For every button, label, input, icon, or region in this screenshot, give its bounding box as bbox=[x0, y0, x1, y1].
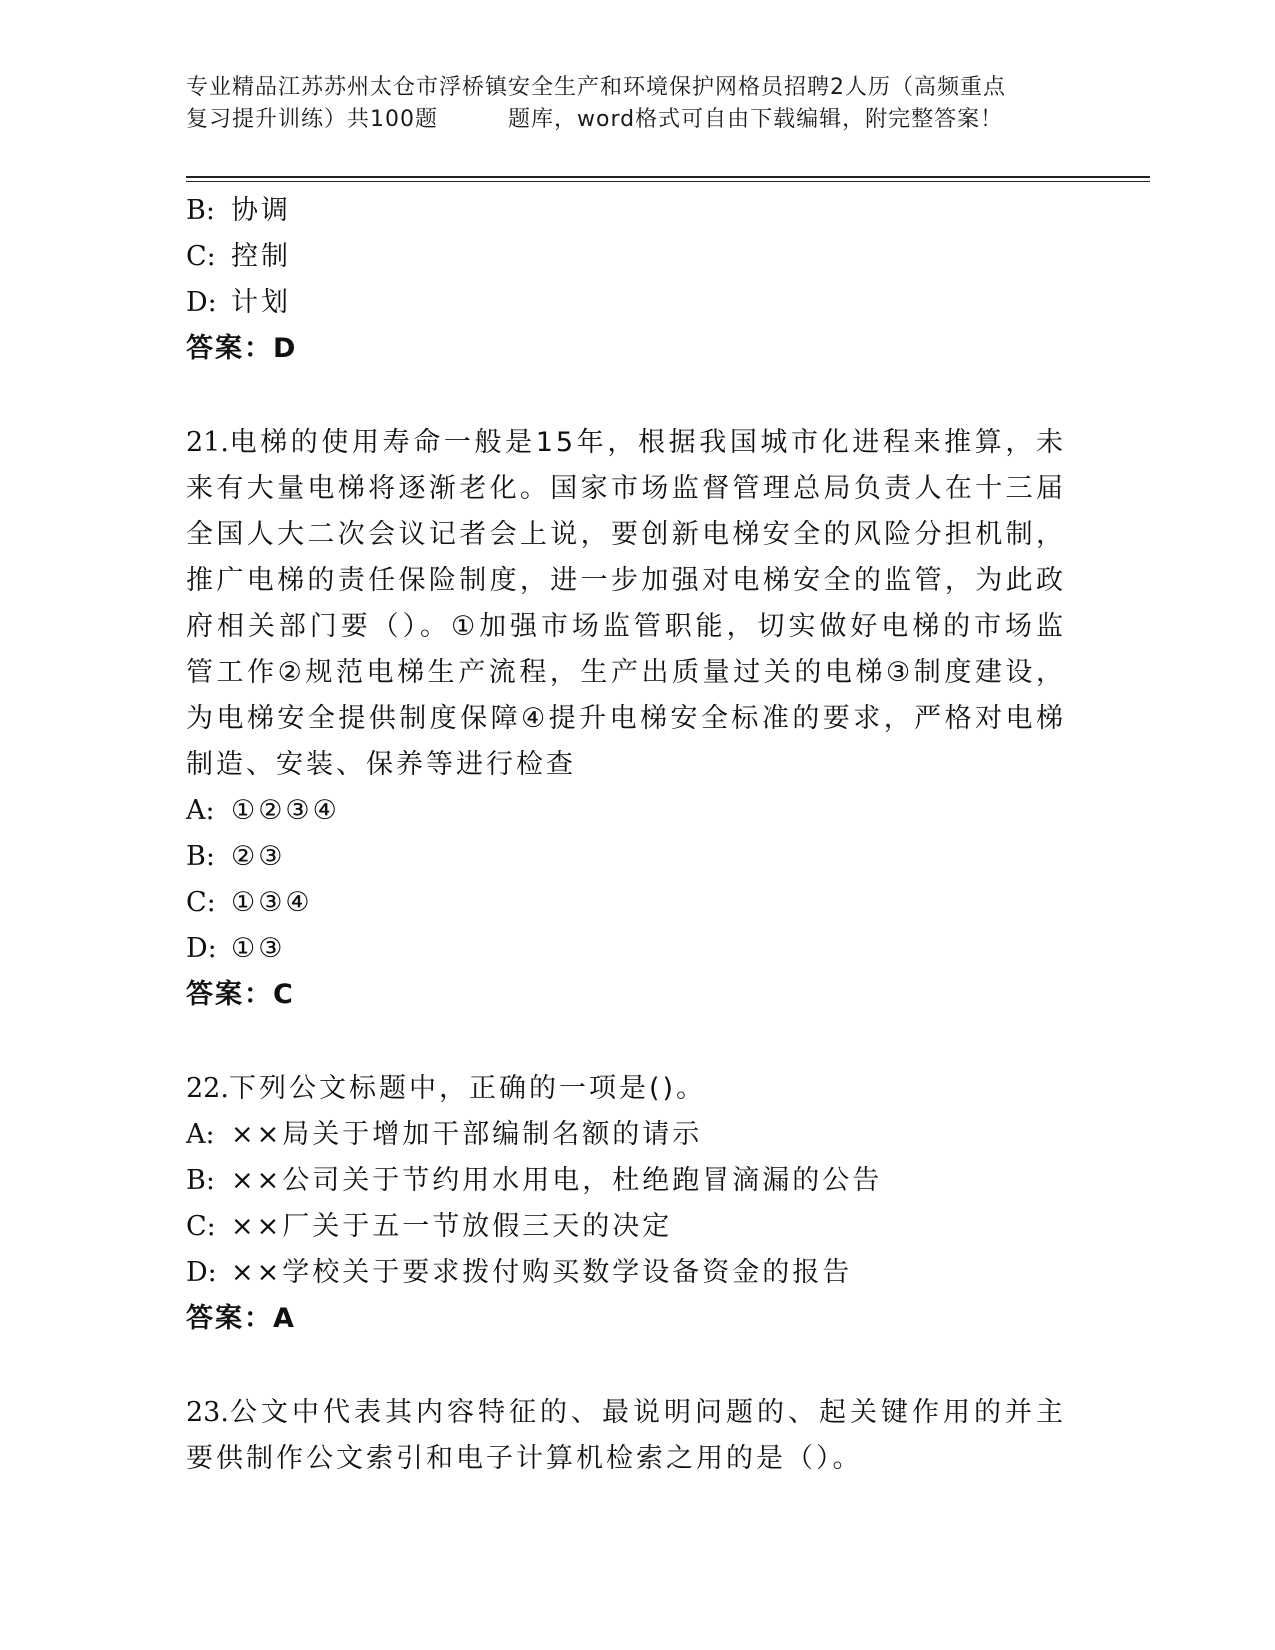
option-d: D: ××学校关于要求拨付购买数学设备资金的报告 bbox=[186, 1257, 853, 1288]
answer-line: 答案：D bbox=[186, 333, 298, 364]
option-b: B: ②③ bbox=[186, 841, 286, 872]
question-stem bbox=[186, 1066, 1066, 1112]
option-c: C: ××厂关于五一节放假三天的决定 bbox=[186, 1211, 673, 1242]
page-header bbox=[186, 72, 1086, 136]
option-a: A: ①②③④ bbox=[186, 795, 340, 826]
header-divider-thin bbox=[186, 181, 1150, 182]
question-21 bbox=[186, 420, 1066, 1018]
option-d: D: ①③ bbox=[186, 933, 286, 964]
question-text: 公文中代表其内容特征的、最说明问题的、起关键作用的并主要供制作公文索引和电子计算机检索之用的是（）。 bbox=[186, 1397, 1066, 1474]
question-number: 23. bbox=[186, 1397, 229, 1428]
answer-line: 答案：C bbox=[186, 979, 295, 1010]
answer-line: 答案：A bbox=[186, 1303, 296, 1334]
option-b: B: ××公司关于节约用水用电，杜绝跑冒滴漏的公告 bbox=[186, 1165, 883, 1196]
question-23 bbox=[186, 1390, 1066, 1482]
option-b: B: 协调 bbox=[186, 195, 291, 226]
question-20-tail bbox=[186, 188, 1066, 372]
header-line-2-right: 题库，word格式可自由下载编辑，附完整答案！ bbox=[508, 107, 1004, 132]
question-text: 电梯的使用寿命一般是15年，根据我国城市化进程来推算，未来有大量电梯将逐渐老化。国家市场监督管理总局负责人在十三届全国人大二次会议记者会上说，要创新电梯安全的风险分担机制，推广电梯的责任保险制度，进一步加强对电梯安全的监管，为此政府相关部门要（）。①加强市场监管职能，切实做好电梯的市场监管工作②规范电梯生产流程，生产出质量过关的电梯③制度建设，为电梯安全提供制度保障④提升电梯安全标准的要求，严格对电梯制造、安装、保养等进行检查 bbox=[186, 427, 1066, 780]
header-line-1: 专业精品江苏苏州太仓市浮桥镇安全生产和环境保护网格员招聘2人历（高频重点 bbox=[186, 75, 1006, 100]
header-line-2-left: 复习提升训练）共100题 bbox=[186, 107, 438, 132]
header-divider-thick bbox=[186, 176, 1150, 178]
question-number: 21. bbox=[186, 427, 229, 458]
option-d: D: 计划 bbox=[186, 287, 291, 318]
document-body bbox=[186, 188, 1066, 1482]
option-c: C: 控制 bbox=[186, 241, 291, 272]
header-line-2 bbox=[186, 104, 1086, 136]
question-number: 22. bbox=[186, 1073, 229, 1104]
option-c: C: ①③④ bbox=[186, 887, 313, 918]
question-22 bbox=[186, 1066, 1066, 1342]
option-a: A: ××局关于增加干部编制名额的请示 bbox=[186, 1119, 703, 1150]
question-stem bbox=[186, 1390, 1066, 1482]
question-text: 下列公文标题中，正确的一项是()。 bbox=[228, 1073, 707, 1104]
question-stem bbox=[186, 420, 1066, 788]
